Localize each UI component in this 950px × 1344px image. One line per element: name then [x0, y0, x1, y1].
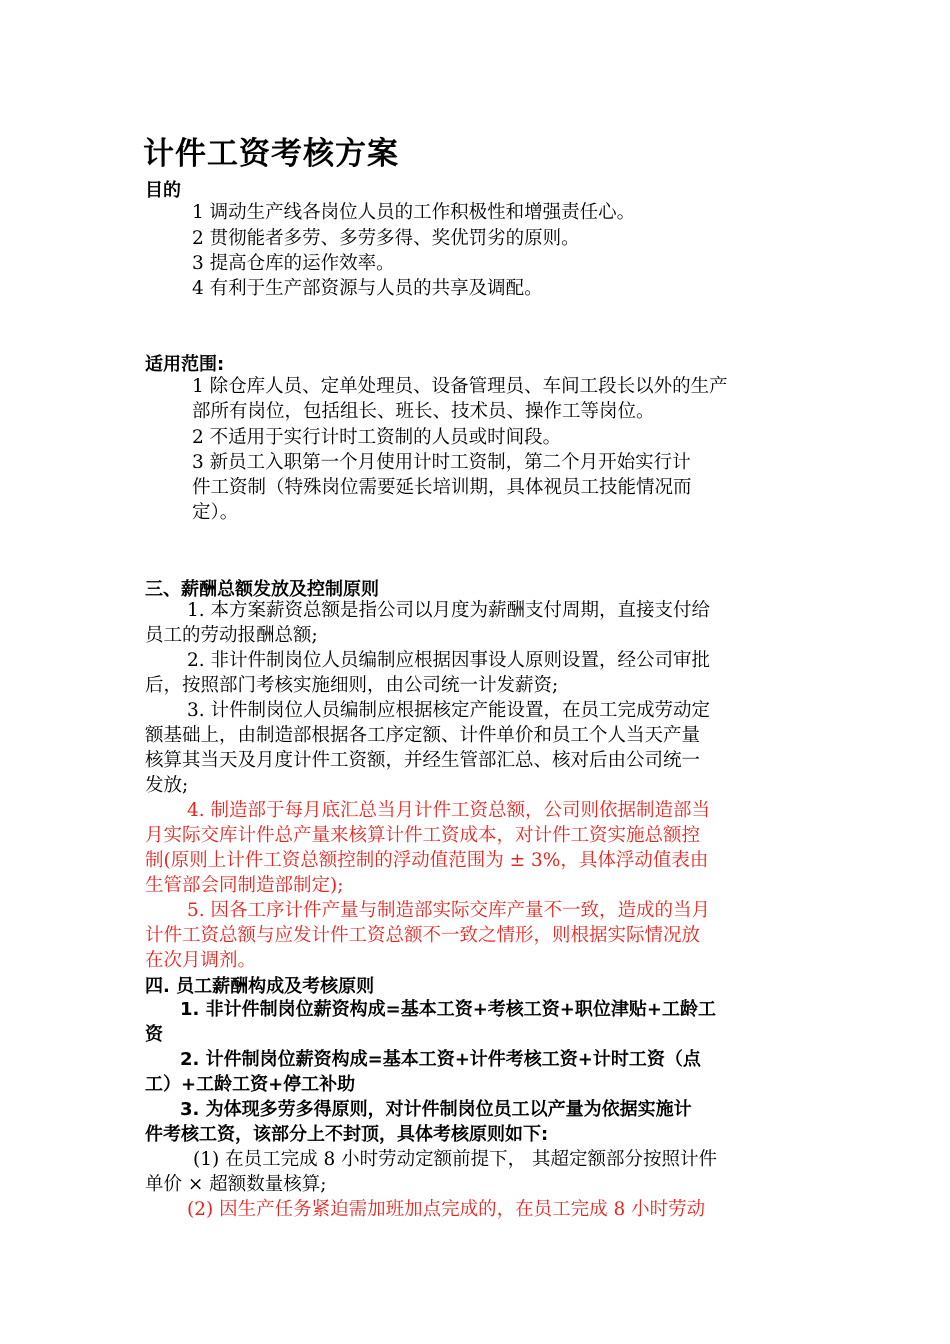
section-three-line-highlight: 制(原则上计件工资总额控制的浮动值范围为 ± 3%，具体浮动值表由 — [145, 850, 709, 871]
scope-line: 定）。 — [192, 502, 239, 523]
scope-line: 1 除仓库人员、定单处理员、设备管理员、车间工段长以外的生产 — [192, 376, 728, 397]
section-three-line: 后，按照部门考核实施细则，由公司统一计发薪资; — [145, 675, 559, 696]
section-three-line-highlight: 生管部会同制造部制定); — [145, 875, 344, 896]
section-four-line: 单价 × 超额数量核算; — [145, 1174, 327, 1195]
section-four-line: 1. 非计件制岗位薪资构成=基本工资+考核工资+职位津贴+工龄工 — [180, 999, 716, 1020]
section-three-heading: 三、薪酬总额发放及控制原则 — [145, 579, 379, 600]
purpose-item: 4 有利于生产部资源与人员的共享及调配。 — [192, 278, 543, 299]
scope-line: 件工资制（特殊岗位需要延长培训期，具体视员工技能情况而 — [192, 477, 692, 498]
section-three-line: 发放; — [145, 775, 189, 796]
section-scope-heading: 适用范围: — [145, 354, 225, 375]
section-three-line-highlight: 月实际交库计件总产量来核算计件工资成本，对计件工资实施总额控 — [145, 825, 701, 846]
section-three-line: 额基础上，由制造部根据各工序定额、计件单价和员工个人当天产量 — [145, 725, 701, 746]
section-four-line: 件考核工资，该部分上不封顶，具体考核原则如下: — [145, 1124, 549, 1145]
section-three-line: 2. 非计件制岗位人员编制应根据因事设人原则设置，经公司审批 — [187, 650, 711, 671]
section-four-line: 2. 计件制岗位薪资构成=基本工资+计件考核工资+计时工资（点 — [180, 1049, 701, 1070]
section-three-line: 员工的劳动报酬总额; — [145, 625, 318, 646]
section-four-heading: 四. 员工薪酬构成及考核原则 — [145, 976, 375, 997]
section-three-line: 1. 本方案薪资总额是指公司以月度为薪酬支付周期，直接支付给 — [187, 600, 711, 621]
purpose-item: 1 调动生产线各岗位人员的工作积极性和增强责任心。 — [192, 202, 636, 223]
section-purpose-heading: 目的 — [145, 180, 181, 201]
section-three-line-highlight: 4. 制造部于每月底汇总当月计件工资总额，公司则依据制造部当 — [187, 800, 711, 821]
purpose-item: 3 提高仓库的运作效率。 — [192, 253, 395, 274]
section-four-line: (1) 在员工完成 8 小时劳动定额前提下， 其超定额部分按照计件 — [193, 1149, 718, 1170]
section-three-line-highlight: 计件工资总额与应发计件工资总额不一致之情形，则根据实际情况放 — [145, 925, 701, 946]
scope-line: 部所有岗位，包括组长、班长、技术员、操作工等岗位。 — [192, 401, 655, 422]
document-title: 计件工资考核方案 — [143, 136, 399, 172]
section-three-line-highlight: 在次月调剂。 — [145, 950, 257, 971]
section-four-line: 资 — [145, 1024, 163, 1045]
section-three-line: 3. 计件制岗位人员编制应根据核定产能设置，在员工完成劳动定 — [187, 700, 711, 721]
section-three-line-highlight: 5. 因各工序计件产量与制造部实际交库产量不一致，造成的当月 — [187, 900, 711, 921]
scope-line: 2 不适用于实行计时工资制的人员或时间段。 — [192, 427, 562, 448]
section-three-line: 核算其当天及月度计件工资额，并经生管部汇总、核对后由公司统一 — [145, 750, 701, 771]
section-four-line: 3. 为体现多劳多得原则，对计件制岗位员工以产量为依据实施计 — [180, 1099, 692, 1120]
scope-line: 3 新员工入职第一个月使用计时工资制，第二个月开始实行计 — [192, 452, 691, 473]
purpose-item: 2 贯彻能者多劳、多劳多得、奖优罚劣的原则。 — [192, 228, 580, 249]
section-four-line-highlight: (2) 因生产任务紧迫需加班加点完成的，在员工完成 8 小时劳动 — [187, 1199, 706, 1220]
section-four-line: 工）+工龄工资+停工补助 — [145, 1074, 356, 1095]
